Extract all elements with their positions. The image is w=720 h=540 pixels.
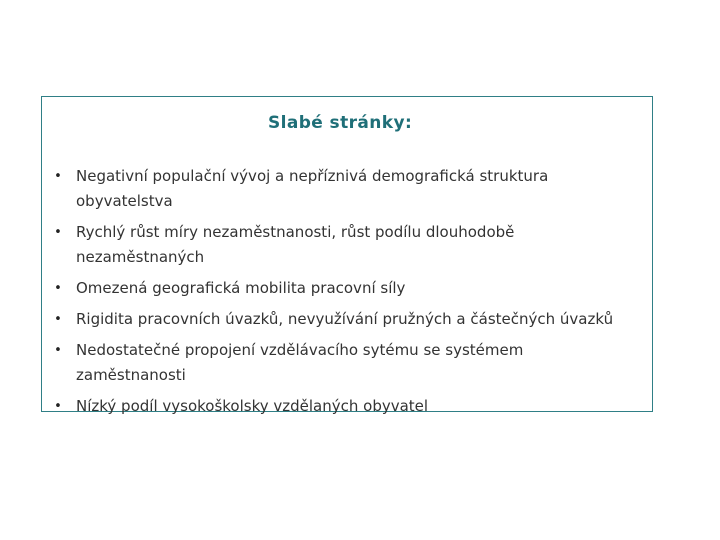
slide-title: Slabé stránky: [268,113,413,133]
list-item [44,276,624,301]
list-item-text: Negativní populační vývoj a nepříznivá demografická struktura obyvatelstva [76,167,549,210]
bullet-icon: • [54,343,62,358]
list-item-text: Nedostatečné propojení vzdělávacího sytému se systémem zaměstnanosti [76,341,524,384]
list-item-text: Nízký podíl vysokoškolsky vzdělaných obyvatel [76,397,429,415]
bullet-icon: • [54,312,62,327]
list-item-text: Rigidita pracovních úvazků, nevyužívání pružných a částečných úvazků [76,310,614,328]
list-item-text: Omezená geografická mobilita pracovní síly [76,279,406,297]
list-item [44,307,624,332]
list-item [44,338,624,388]
list-item [44,220,624,270]
bullet-icon: • [54,399,62,414]
list-item-text: Rychlý růst míry nezaměstnanosti, růst podílu dlouhodobě nezaměstnaných [76,223,515,266]
bullet-icon: • [54,169,62,184]
bullet-icon: • [54,225,62,240]
bullet-icon: • [54,281,62,296]
list-item [44,394,624,419]
list-item [44,164,624,214]
weakness-list [44,164,624,425]
